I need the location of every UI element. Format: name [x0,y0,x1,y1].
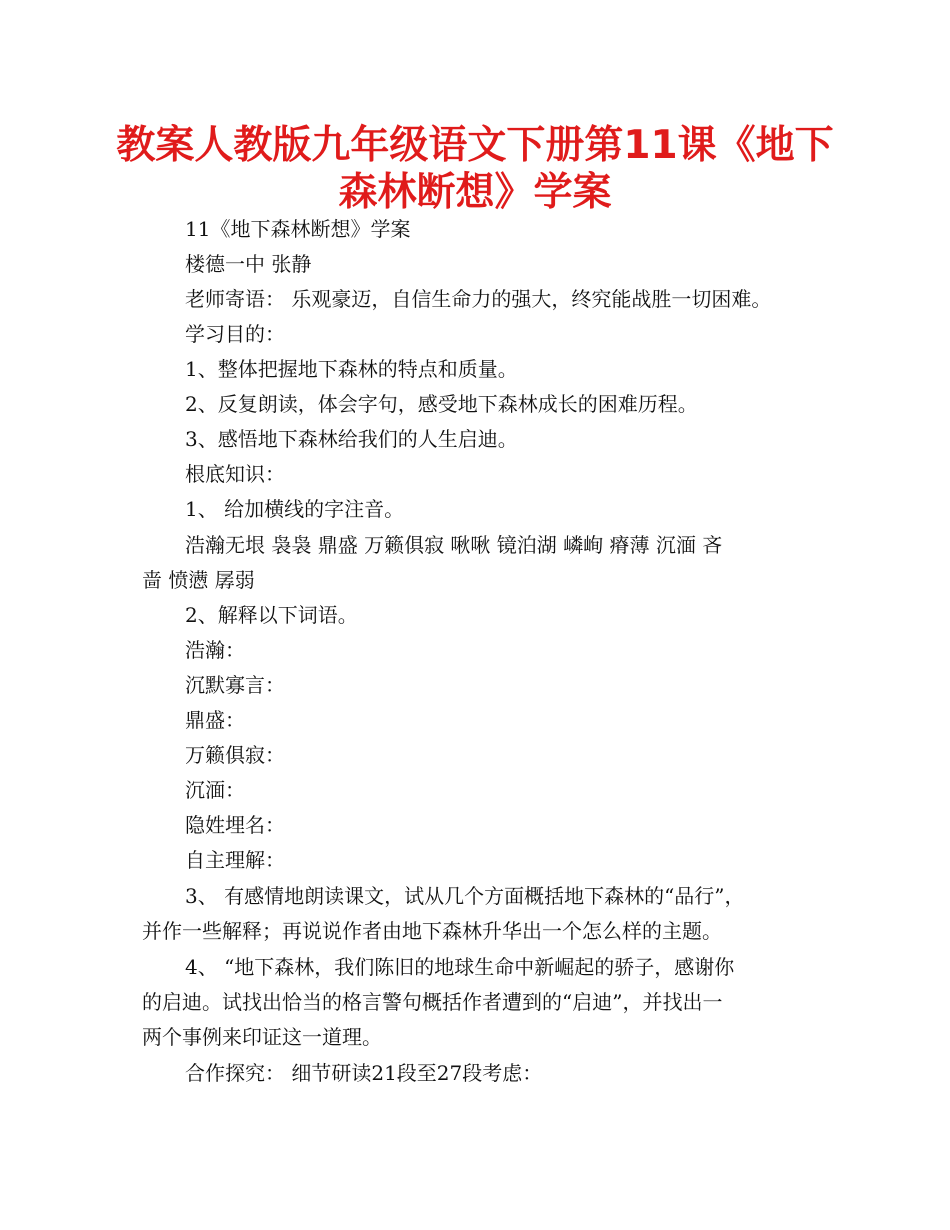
exercise-1-prompt: 1、 给加横线的字注音。 [185,497,405,521]
section-heading-cooperation: 合作探究： 细节研读21段至27段考虑： [185,1061,543,1085]
document-title-line-2: 森林断想》学案 [338,170,612,215]
exercise-4-line-2: 的启迪。试找出恰当的格言警句概括作者遭到的“启迪”，并找出一 [142,990,723,1014]
term-chenmo-guayan: 沉默寡言： [185,673,285,697]
goal-item-3: 3、感悟地下森林给我们的人生启迪。 [185,427,518,451]
term-haohan: 浩瀚： [185,638,245,662]
section-heading-self-study: 自主理解： [185,848,285,872]
lesson-heading: 11《地下森林断想》学案 [185,217,411,241]
term-chenmian: 沉湎： [185,778,245,802]
exercise-1-words-line-2: 啬 愤懑 孱弱 [142,568,255,592]
exercise-4-line-3: 两个事例来印证这一道理。 [142,1025,382,1049]
goal-item-1: 1、整体把握地下森林的特点和质量。 [185,357,518,381]
teacher-message: 老师寄语： 乐观豪迈，自信生命力的强大，终究能战胜一切困难。 [185,287,772,311]
exercise-3-line-2: 并作一些解释；再说说作者由地下森林升华出一个怎么样的主题。 [142,919,722,943]
exercise-1-words-line-1: 浩瀚无垠 袅袅 鼎盛 万籁俱寂 啾啾 镜泊湖 嶙峋 瘠薄 沉湎 吝 [185,533,723,557]
section-heading-basics: 根底知识： [185,462,285,486]
document-title-line-1: 教案人教版九年级语文下册第11课《地下 [116,123,834,168]
exercise-2-prompt: 2、解释以下词语。 [185,603,358,627]
exercise-4-line-1: 4、 “地下森林，我们陈旧的地球生命中新崛起的骄子，感谢你 [185,955,735,979]
term-yinxing-maiming: 隐姓埋名： [185,813,285,837]
section-heading-goals: 学习目的： [185,322,285,346]
term-dingsheng: 鼎盛： [185,708,245,732]
author-line: 楼德一中 张静 [185,252,312,276]
exercise-3-line-1: 3、 有感情地朗读课文，试从几个方面概括地下森林的“品行”， [185,884,745,908]
goal-item-2: 2、反复朗读，体会字句，感受地下森林成长的困难历程。 [185,392,698,416]
term-wanlai-juji: 万籁俱寂： [185,743,285,767]
